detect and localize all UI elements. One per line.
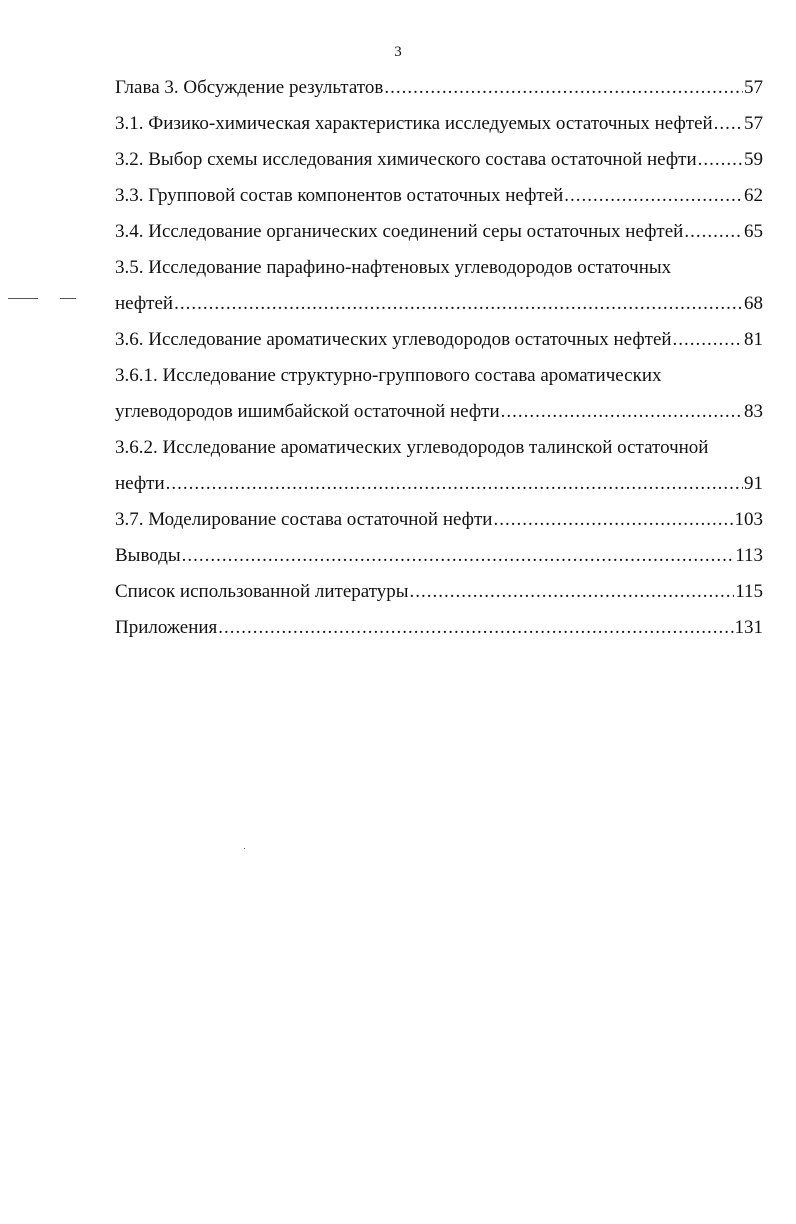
toc-line [115, 538, 763, 574]
toc-entry-title: нефти [115, 473, 165, 494]
toc-line [115, 574, 763, 610]
dot-leader [182, 538, 735, 574]
toc-entry-title: 3.4. Исследование органических соединений серы остаточных нефтей [115, 221, 684, 242]
dot-leader [564, 178, 743, 214]
toc-entry-page: 62 [744, 185, 763, 206]
toc-entry-page: 83 [744, 401, 763, 422]
toc-line [115, 502, 763, 538]
toc-entry-title-line-1: 3.5. Исследование парафино-нафтеновых углеводородов остаточных [115, 257, 672, 278]
toc-entry-title: Выводы [115, 545, 181, 566]
toc-line [115, 214, 763, 250]
toc-entry-3-4 [115, 214, 763, 250]
toc-entry-title-line-1: 3.6.1. Исследование структурно-группового состава ароматических [115, 365, 662, 386]
toc-entry-page: 91 [744, 473, 763, 494]
dot-leader [384, 70, 743, 106]
toc-entry-3-6-2 [115, 430, 763, 502]
toc-line [115, 466, 763, 502]
toc-line [115, 142, 763, 178]
dot-leader [174, 286, 743, 322]
toc-entry-title: 3.1. Физико-химическая характеристика исследуемых остаточных нефтей [115, 113, 713, 134]
scan-artifact-left [8, 298, 38, 299]
dot-leader [501, 394, 743, 430]
toc-entry-page: 65 [744, 221, 763, 242]
toc-entry-page: 57 [744, 77, 763, 98]
dot-leader [698, 142, 743, 178]
dot-leader [714, 106, 743, 142]
toc-entry-page: 81 [744, 329, 763, 350]
toc-entry-page: 68 [744, 293, 763, 314]
toc-line [115, 178, 763, 214]
table-of-contents [115, 70, 763, 646]
dot-leader [493, 502, 733, 538]
dot-leader [218, 610, 733, 646]
toc-entry-references [115, 574, 763, 610]
toc-line [115, 70, 763, 106]
toc-entry-title: 3.6. Исследование ароматических углеводородов остаточных нефтей [115, 329, 672, 350]
toc-entry-appendices [115, 610, 763, 646]
toc-entry-title-line-1: 3.6.2. Исследование ароматических углеводородов талинской остаточной [115, 437, 709, 458]
toc-entry-title: 3.7. Моделирование состава остаточной нефти [115, 509, 493, 530]
toc-entry-3-3 [115, 178, 763, 214]
toc-line [115, 106, 763, 142]
toc-entry-page: 113 [735, 545, 763, 566]
toc-entry-title: углеводородов ишимбайской остаточной нефти [115, 401, 500, 422]
scan-artifact-left-2 [60, 298, 76, 299]
toc-line [115, 394, 763, 430]
toc-entry-3-5 [115, 250, 763, 322]
toc-entry-3-2 [115, 142, 763, 178]
dot-leader [673, 322, 743, 358]
dot-leader [166, 466, 743, 502]
toc-entry-page: 57 [744, 113, 763, 134]
toc-entry-3-7 [115, 502, 763, 538]
toc-entry-title: Приложения [115, 617, 218, 638]
toc-entry-3-6 [115, 322, 763, 358]
toc-entry-title: 3.3. Групповой состав компонентов остаточных нефтей [115, 185, 564, 206]
dot-leader [684, 214, 743, 250]
toc-line [115, 286, 763, 322]
toc-entry-3-1 [115, 106, 763, 142]
toc-entry-page: 59 [744, 149, 763, 170]
toc-entry-title: 3.2. Выбор схемы исследования химического состава остаточной нефти [115, 149, 697, 170]
toc-entry-conclusions [115, 538, 763, 574]
toc-entry-3-6-1 [115, 358, 763, 430]
toc-entry-title: Список использованной литературы [115, 581, 409, 602]
toc-entry-title: нефтей [115, 293, 174, 314]
toc-entry-title: Глава 3. Обсуждение результатов [115, 77, 384, 98]
toc-line [115, 322, 763, 358]
toc-entry-page: 131 [734, 617, 763, 638]
page-number: 3 [394, 44, 402, 60]
toc-line [115, 610, 763, 646]
dot-leader [410, 574, 735, 610]
toc-entry-page: 115 [735, 581, 763, 602]
scan-artifact-dot [244, 848, 245, 849]
toc-entry-chapter-3 [115, 70, 763, 106]
toc-entry-page: 103 [734, 509, 763, 530]
